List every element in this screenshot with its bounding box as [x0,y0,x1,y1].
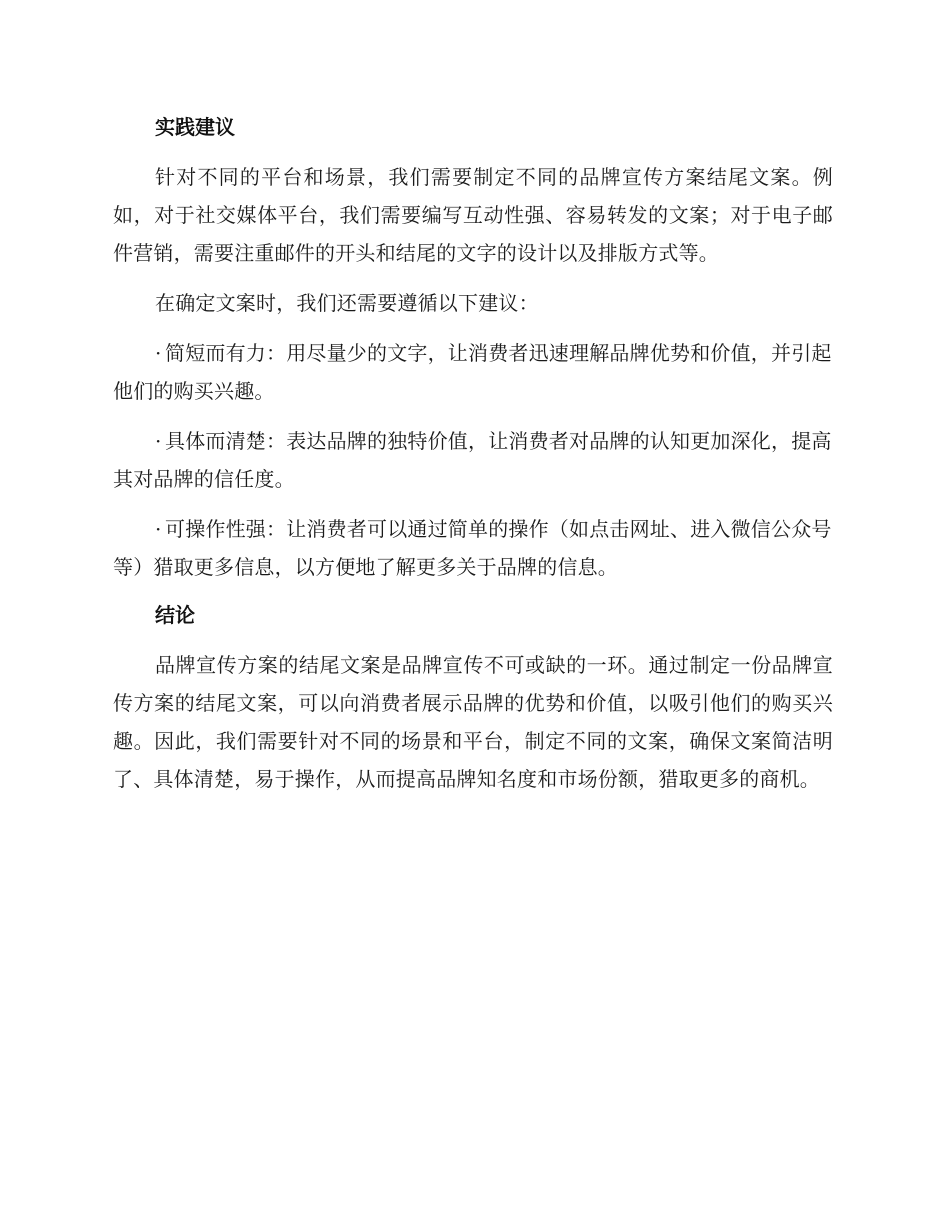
document-content [113,110,833,810]
bullet-text: 具体而清楚：表达品牌的独特价值，让消费者对品牌的认知更加深化，提高其对品牌的信任度。 [113,429,832,491]
bullet-text: 可操作性强：让消费者可以通过简单的操作（如点击网址、进入微信公众号等）猎取更多信息，以方便地了解更多关于品牌的信息。 [113,517,832,579]
section-heading-conclusion: 结论 [155,603,195,627]
bullet-marker: · [155,429,162,453]
bullet-marker: · [155,517,162,541]
section-heading-practice: 实践建议 [155,115,235,139]
bullet-item-concise [113,334,833,410]
bullet-item-actionable [113,510,833,586]
conclusion-paragraph: 品牌宣传方案的结尾文案是品牌宣传不可或缺的一环。通过制定一份品牌宣传方案的结尾文案，可以向消费者展示品牌的优势和价值，以吸引他们的购买兴趣。因此，我们需要针对不同的场景和平台，制定不同的文案，确保文案简洁明了、具体清楚，易于操作，从而提高品牌知名度和市场份额，猎取更多的商机。 [113,653,833,791]
bullet-marker: · [155,341,162,365]
practice-paragraph-platforms: 针对不同的平台和场景，我们需要制定不同的品牌宣传方案结尾文案。例如，对于社交媒体平台，我们需要编写互动性强、容易转发的文案；对于电子邮件营销，需要注重邮件的开头和结尾的文字的设计以及排版方式等。 [113,165,833,265]
bullet-item-specific [113,422,833,498]
practice-paragraph-intro: 在确定文案时，我们还需要遵循以下建议： [155,291,539,315]
bullet-text: 简短而有力：用尽量少的文字，让消费者迅速理解品牌优势和价值，并引起他们的购买兴趣。 [113,341,832,403]
